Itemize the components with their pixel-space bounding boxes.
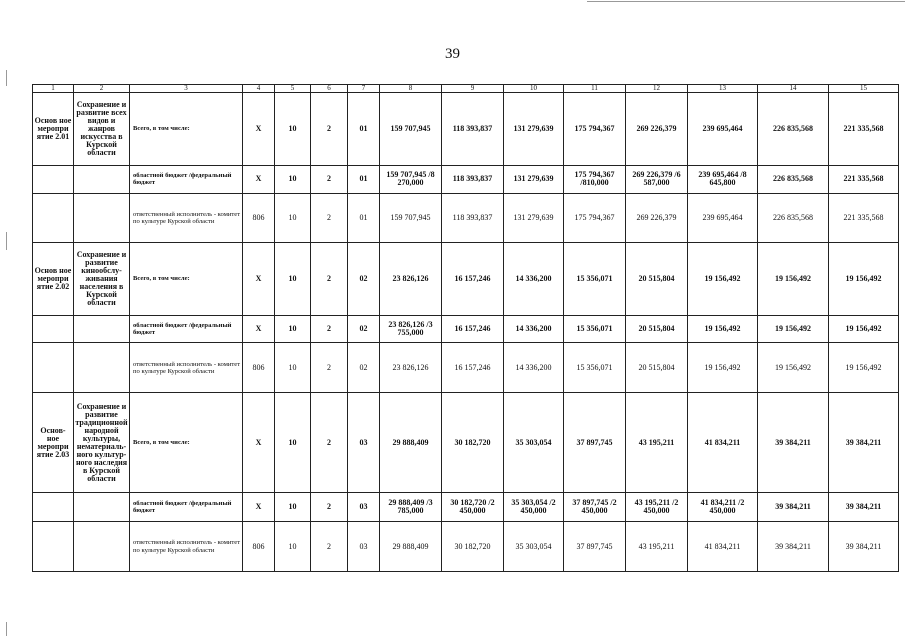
value-cell: 221 335,568 bbox=[829, 193, 899, 243]
activity-cell: Основ- ное меропри ятие 2.03 bbox=[33, 393, 74, 493]
value-cell: 30 182,720 bbox=[442, 522, 504, 572]
activity-cell bbox=[33, 165, 74, 193]
code-cell: 02 bbox=[348, 343, 380, 393]
program-name-cell: Сохранение и развитие всех видов и жанров искусства в Курской области bbox=[74, 93, 130, 165]
value-cell: 19 156,492 bbox=[688, 243, 758, 315]
value-cell: 39 384,211 bbox=[829, 522, 899, 572]
table-row bbox=[33, 493, 899, 522]
value-cell: 175 794,367 bbox=[564, 93, 626, 165]
value-cell: 131 279,639 bbox=[504, 165, 564, 193]
value-cell: 14 336,200 bbox=[504, 315, 564, 343]
value-cell: 29 888,409 /3 785,000 bbox=[380, 493, 442, 522]
program-name-cell bbox=[74, 522, 130, 572]
code-cell: 806 bbox=[243, 343, 275, 393]
header-row bbox=[33, 85, 899, 93]
value-cell: 16 157,246 bbox=[442, 243, 504, 315]
value-cell: 23 826,126 bbox=[380, 343, 442, 393]
activity-cell: Основ ное меропри ятие 2.01 bbox=[33, 93, 74, 165]
value-cell: 118 393,837 bbox=[442, 165, 504, 193]
value-cell: 15 356,071 bbox=[564, 243, 626, 315]
source-cell: ответственный исполнитель - комитет по культуре Курской области bbox=[130, 522, 243, 572]
column-header: 2 bbox=[74, 85, 130, 93]
code-cell: X bbox=[243, 315, 275, 343]
margin-mark bbox=[6, 70, 7, 86]
code-cell: 10 bbox=[275, 343, 311, 393]
activity-cell bbox=[33, 315, 74, 343]
value-cell: 43 195,211 bbox=[626, 393, 688, 493]
column-header: 14 bbox=[758, 85, 829, 93]
source-cell: Всего, в том числе: bbox=[130, 93, 243, 165]
value-cell: 20 515,804 bbox=[626, 243, 688, 315]
column-header: 5 bbox=[275, 85, 311, 93]
code-cell: 10 bbox=[275, 243, 311, 315]
value-cell: 15 356,071 bbox=[564, 343, 626, 393]
value-cell: 118 393,837 bbox=[442, 193, 504, 243]
value-cell: 37 897,745 /2 450,000 bbox=[564, 493, 626, 522]
value-cell: 43 195,211 /2 450,000 bbox=[626, 493, 688, 522]
activity-cell bbox=[33, 343, 74, 393]
code-cell: 01 bbox=[348, 193, 380, 243]
value-cell: 159 707,945 bbox=[380, 93, 442, 165]
program-name-cell: Сохранение и развитие кинообслу- живания населения в Курской области bbox=[74, 243, 130, 315]
code-cell: 2 bbox=[311, 193, 348, 243]
value-cell: 35 303,054 bbox=[504, 393, 564, 493]
code-cell: X bbox=[243, 165, 275, 193]
value-cell: 41 834,211 /2 450,000 bbox=[688, 493, 758, 522]
code-cell: 10 bbox=[275, 193, 311, 243]
code-cell: 2 bbox=[311, 343, 348, 393]
value-cell: 43 195,211 bbox=[626, 522, 688, 572]
value-cell: 15 356,071 bbox=[564, 315, 626, 343]
value-cell: 175 794,367 bbox=[564, 193, 626, 243]
code-cell: 02 bbox=[348, 243, 380, 315]
code-cell: 03 bbox=[348, 493, 380, 522]
column-header: 3 bbox=[130, 85, 243, 93]
value-cell: 29 888,409 bbox=[380, 393, 442, 493]
value-cell: 159 707,945 /8 270,000 bbox=[380, 165, 442, 193]
code-cell: 2 bbox=[311, 315, 348, 343]
value-cell: 269 226,379 bbox=[626, 193, 688, 243]
code-cell: 10 bbox=[275, 493, 311, 522]
code-cell: 10 bbox=[275, 93, 311, 165]
value-cell: 37 897,745 bbox=[564, 393, 626, 493]
value-cell: 14 336,200 bbox=[504, 343, 564, 393]
program-name-cell: Сохранение и развитие традиционной народной культуры, нематериаль- ного культур- ного наследия в Курской области bbox=[74, 393, 130, 493]
value-cell: 131 279,639 bbox=[504, 193, 564, 243]
column-header: 7 bbox=[348, 85, 380, 93]
column-header: 11 bbox=[564, 85, 626, 93]
table-row bbox=[33, 522, 899, 572]
code-cell: X bbox=[243, 493, 275, 522]
source-cell: Всего, в том числе: bbox=[130, 243, 243, 315]
value-cell: 19 156,492 bbox=[688, 315, 758, 343]
value-cell: 131 279,639 bbox=[504, 93, 564, 165]
program-name-cell bbox=[74, 493, 130, 522]
column-header: 9 bbox=[442, 85, 504, 93]
value-cell: 19 156,492 bbox=[829, 315, 899, 343]
activity-cell: Основ ное меропри ятие 2.02 bbox=[33, 243, 74, 315]
source-cell: областной бюджет /федеральный бюджет bbox=[130, 165, 243, 193]
value-cell: 23 826,126 /3 755,000 bbox=[380, 315, 442, 343]
value-cell: 19 156,492 bbox=[829, 243, 899, 315]
value-cell: 30 182,720 bbox=[442, 393, 504, 493]
code-cell: 10 bbox=[275, 165, 311, 193]
value-cell: 118 393,837 bbox=[442, 93, 504, 165]
column-header: 1 bbox=[33, 85, 74, 93]
value-cell: 221 335,568 bbox=[829, 165, 899, 193]
source-cell: областной бюджет /федеральный бюджет bbox=[130, 315, 243, 343]
code-cell: 806 bbox=[243, 193, 275, 243]
value-cell: 39 384,211 bbox=[829, 393, 899, 493]
value-cell: 23 826,126 bbox=[380, 243, 442, 315]
value-cell: 19 156,492 bbox=[688, 343, 758, 393]
value-cell: 221 335,568 bbox=[829, 93, 899, 165]
activity-cell bbox=[33, 193, 74, 243]
value-cell: 39 384,211 bbox=[758, 522, 829, 572]
code-cell: 10 bbox=[275, 393, 311, 493]
code-cell: 2 bbox=[311, 243, 348, 315]
program-name-cell bbox=[74, 165, 130, 193]
code-cell: X bbox=[243, 93, 275, 165]
value-cell: 29 888,409 bbox=[380, 522, 442, 572]
value-cell: 269 226,379 /6 587,000 bbox=[626, 165, 688, 193]
value-cell: 239 695,464 bbox=[688, 93, 758, 165]
program-name-cell bbox=[74, 315, 130, 343]
table-row bbox=[33, 165, 899, 193]
program-name-cell bbox=[74, 193, 130, 243]
code-cell: 2 bbox=[311, 165, 348, 193]
code-cell: 2 bbox=[311, 393, 348, 493]
activity-cell bbox=[33, 522, 74, 572]
value-cell: 39 384,211 bbox=[829, 493, 899, 522]
value-cell: 41 834,211 bbox=[688, 393, 758, 493]
code-cell: X bbox=[243, 243, 275, 315]
value-cell: 19 156,492 bbox=[829, 343, 899, 393]
value-cell: 226 835,568 bbox=[758, 193, 829, 243]
value-cell: 41 834,211 bbox=[688, 522, 758, 572]
source-cell: ответственный исполнитель - комитет по культуре Курской области bbox=[130, 343, 243, 393]
table-row bbox=[33, 315, 899, 343]
column-header: 15 bbox=[829, 85, 899, 93]
value-cell: 20 515,804 bbox=[626, 343, 688, 393]
activity-cell bbox=[33, 493, 74, 522]
code-cell: 03 bbox=[348, 522, 380, 572]
value-cell: 39 384,211 bbox=[758, 493, 829, 522]
value-cell: 239 695,464 bbox=[688, 193, 758, 243]
table-row bbox=[33, 243, 899, 315]
source-cell: областной бюджет /федеральный бюджет bbox=[130, 493, 243, 522]
code-cell: 01 bbox=[348, 93, 380, 165]
budget-table bbox=[32, 84, 899, 572]
margin-mark bbox=[6, 622, 7, 636]
value-cell: 19 156,492 bbox=[758, 315, 829, 343]
value-cell: 35 303,054 /2 450,000 bbox=[504, 493, 564, 522]
value-cell: 19 156,492 bbox=[758, 343, 829, 393]
table-row bbox=[33, 393, 899, 493]
value-cell: 35 303,054 bbox=[504, 522, 564, 572]
code-cell: 2 bbox=[311, 93, 348, 165]
value-cell: 269 226,379 bbox=[626, 93, 688, 165]
value-cell: 226 835,568 bbox=[758, 93, 829, 165]
value-cell: 20 515,804 bbox=[626, 315, 688, 343]
margin-mark bbox=[6, 232, 7, 250]
value-cell: 175 794,367 /810,000 bbox=[564, 165, 626, 193]
code-cell: X bbox=[243, 393, 275, 493]
column-header: 13 bbox=[688, 85, 758, 93]
code-cell: 01 bbox=[348, 165, 380, 193]
column-header: 8 bbox=[380, 85, 442, 93]
value-cell: 39 384,211 bbox=[758, 393, 829, 493]
column-header: 4 bbox=[243, 85, 275, 93]
code-cell: 03 bbox=[348, 393, 380, 493]
value-cell: 30 182,720 /2 450,000 bbox=[442, 493, 504, 522]
column-header: 12 bbox=[626, 85, 688, 93]
code-cell: 02 bbox=[348, 315, 380, 343]
code-cell: 10 bbox=[275, 315, 311, 343]
column-header: 10 bbox=[504, 85, 564, 93]
code-cell: 2 bbox=[311, 522, 348, 572]
table-row bbox=[33, 193, 899, 243]
table-row bbox=[33, 93, 899, 165]
value-cell: 159 707,945 bbox=[380, 193, 442, 243]
source-cell: Всего, в том числе: bbox=[130, 393, 243, 493]
value-cell: 16 157,246 bbox=[442, 315, 504, 343]
page-number: 39 bbox=[445, 46, 460, 62]
value-cell: 239 695,464 /8 645,800 bbox=[688, 165, 758, 193]
value-cell: 14 336,200 bbox=[504, 243, 564, 315]
top-rule bbox=[587, 1, 905, 2]
code-cell: 2 bbox=[311, 493, 348, 522]
value-cell: 16 157,246 bbox=[442, 343, 504, 393]
value-cell: 19 156,492 bbox=[758, 243, 829, 315]
code-cell: 10 bbox=[275, 522, 311, 572]
value-cell: 37 897,745 bbox=[564, 522, 626, 572]
column-header: 6 bbox=[311, 85, 348, 93]
value-cell: 226 835,568 bbox=[758, 165, 829, 193]
program-name-cell bbox=[74, 343, 130, 393]
source-cell: ответственный исполнитель - комитет по культуре Курской области bbox=[130, 193, 243, 243]
code-cell: 806 bbox=[243, 522, 275, 572]
table-row bbox=[33, 343, 899, 393]
